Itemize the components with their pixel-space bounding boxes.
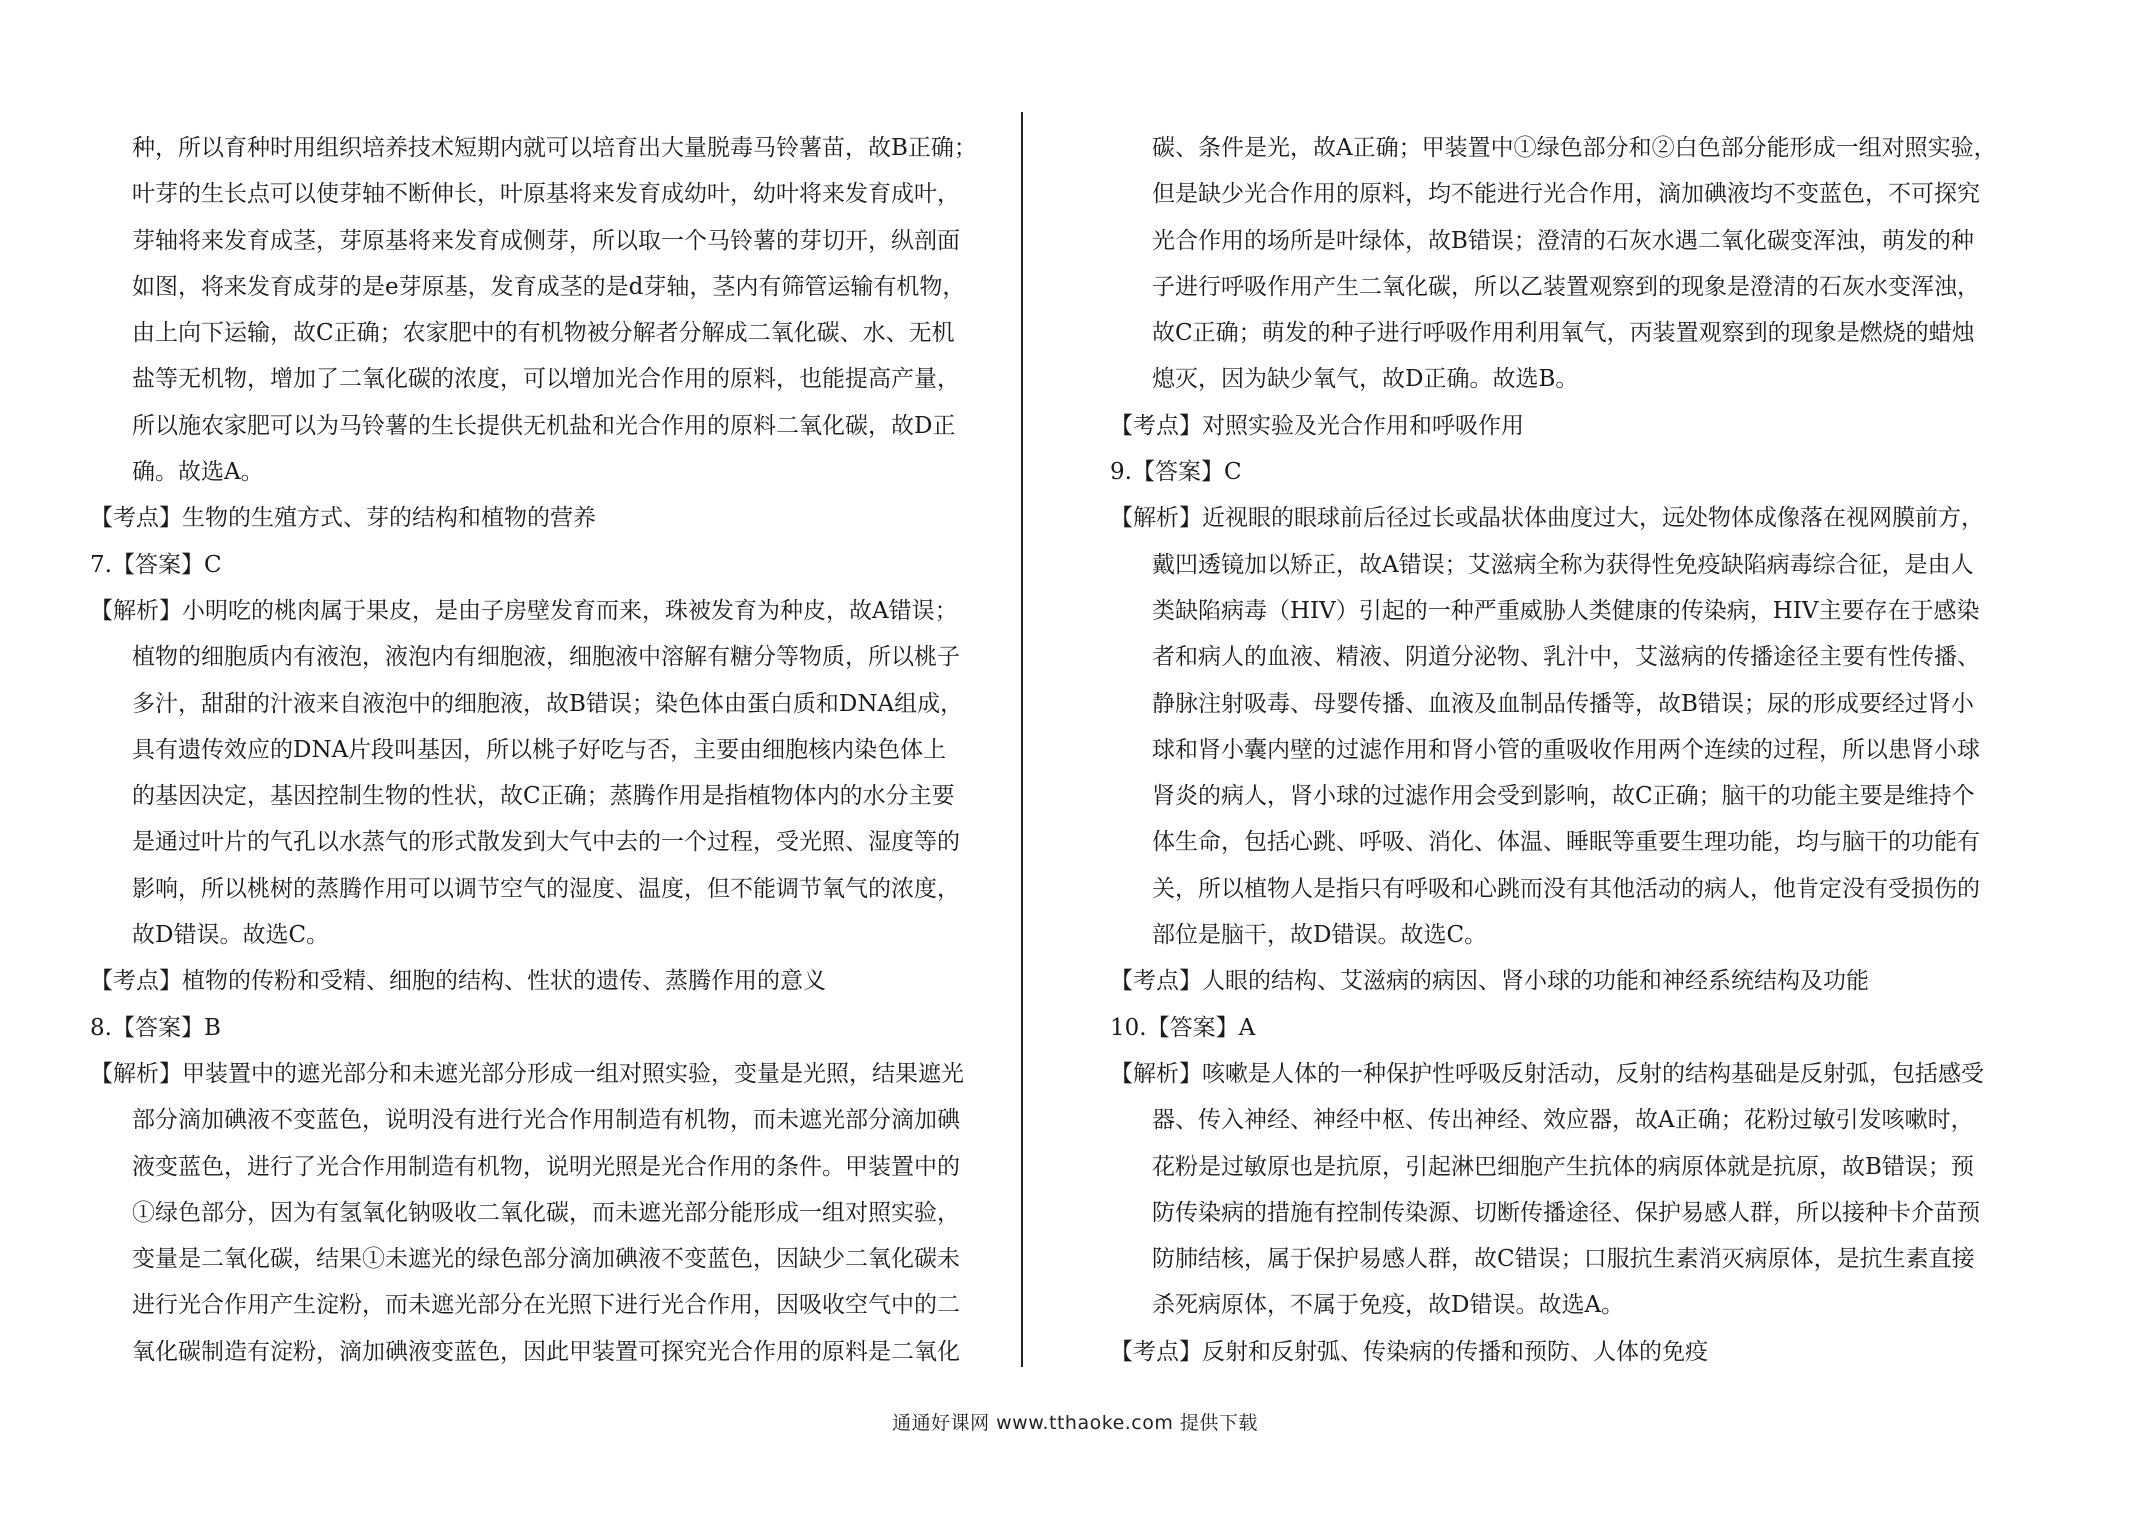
text-line: 具有遗传效应的DNA片段叫基因，所以桃子好吃与否，主要由细胞核内染色体上 <box>132 736 947 763</box>
text-line: ①绿色部分，因为有氢氧化钠吸收二氧化碳，而未遮光部分能形成一组对照实验， <box>132 1199 960 1226</box>
text-line: 叶芽的生长点可以使芽轴不断伸长，叶原基将来发育成幼叶，幼叶将来发育成叶， <box>132 181 960 208</box>
page-footer: 通通好课网 www.tthaoke.com 提供下载 <box>892 1412 1258 1434</box>
text-line: 花粉是过敏原也是抗原，引起淋巴细胞产生抗体的病原体就是抗原，故B错误；预 <box>1152 1153 1974 1180</box>
text-line: 的基因决定，基因控制生物的性状，故C正确；蒸腾作用是指植物体内的水分主要 <box>132 783 955 810</box>
text-line: 静脉注射吸毒、母婴传播、血液及血制品传播等，故B错误；尿的形成要经过肾小 <box>1152 690 1974 717</box>
text-line: 类缺陷病毒（HIV）引起的一种严重威胁人类健康的传染病，HIV主要存在于感染 <box>1152 597 1980 624</box>
text-line: 肾炎的病人，肾小球的过滤作用会受到影响，故C正确；脑干的功能主要是维持个 <box>1152 783 1975 810</box>
text-line: 但是缺少光合作用的原料，均不能进行光合作用，滴加碘液均不变蓝色，不可探究 <box>1152 181 1980 208</box>
text-line: 变量是二氧化碳，结果①未遮光的绿色部分滴加碘液不变蓝色，因缺少二氧化碳未 <box>132 1246 960 1273</box>
text-line: 【考点】对照实验及光合作用和呼吸作用 <box>1110 412 1524 439</box>
text-line: 【考点】生物的生殖方式、芽的结构和植物的营养 <box>90 505 596 532</box>
text-line: 关，所以植物人是指只有呼吸和心跳而没有其他活动的病人，他肯定没有受损伤的 <box>1152 875 1980 902</box>
text-line: 体生命，包括心跳、呼吸、消化、体温、睡眠等重要生理功能，均与脑干的功能有 <box>1152 829 1980 856</box>
text-line: 10.【答案】A <box>1110 1014 1256 1041</box>
text-line: 多汁，甜甜的汁液来自液泡中的细胞液，故B错误；染色体由蛋白质和DNA组成， <box>132 690 964 717</box>
text-line: 光合作用的场所是叶绿体，故B错误；澄清的石灰水遇二氧化碳变浑浊，萌发的种 <box>1152 227 1974 254</box>
right-column <box>1110 125 1997 1375</box>
left-column <box>90 125 977 1375</box>
text-line: 如图，将来发育成芽的是e芽原基，发育成茎的是d芽轴，茎内有筛管运输有机物， <box>132 273 966 300</box>
text-line: 碳、条件是光，故A正确；甲装置中①绿色部分和②白色部分能形成一组对照实验， <box>1152 135 1997 161</box>
text-line: 液变蓝色，进行了光合作用制造有机物，说明光照是光合作用的条件。甲装置中的 <box>132 1153 960 1180</box>
text-line: 9.【答案】C <box>1110 459 1242 486</box>
text-line: 部位是脑干，故D错误。故选C。 <box>1152 922 1488 949</box>
text-line: 由上向下运输，故C正确；农家肥中的有机物被分解者分解成二氧化碳、水、无机 <box>132 320 955 347</box>
text-line: 8.【答案】B <box>90 1014 221 1041</box>
column-divider <box>1021 112 1023 1367</box>
text-line: 【考点】人眼的结构、艾滋病的病因、肾小球的功能和神经系统结构及功能 <box>1110 968 1869 995</box>
text-line: 熄灭，因为缺少氧气，故D正确。故选B。 <box>1152 366 1579 393</box>
text-line: 是通过叶片的气孔以水蒸气的形式散发到大气中去的一个过程，受光照、湿度等的 <box>132 829 960 856</box>
text-line: 防传染病的措施有控制传染源、切断传播途径、保护易感人群，所以接种卡介苗预 <box>1152 1199 1980 1226</box>
text-line: 【解析】甲装置中的遮光部分和未遮光部分形成一组对照实验，变量是光照，结果遮光 <box>90 1060 964 1087</box>
text-line: 【考点】反射和反射弧、传染病的传播和预防、人体的免疫 <box>1110 1338 1708 1365</box>
text-line: 盐等无机物，增加了二氧化碳的浓度，可以增加光合作用的原料，也能提高产量， <box>132 366 960 393</box>
text-line: 芽轴将来发育成茎，芽原基将来发育成侧芽，所以取一个马铃薯的芽切开，纵剖面 <box>132 227 960 254</box>
text-line: 者和病人的血液、精液、阴道分泌物、乳汁中，艾滋病的传播途径主要有性传播、 <box>1152 644 1980 671</box>
text-line: 氧化碳制造有淀粉，滴加碘液变蓝色，因此甲装置可探究光合作用的原料是二氧化 <box>132 1338 960 1365</box>
text-line: 戴凹透镜加以矫正，故A错误；艾滋病全称为获得性免疫缺陷病毒综合征，是由人 <box>1152 551 1974 578</box>
text-line: 球和肾小囊内壁的过滤作用和肾小管的重吸收作用两个连续的过程，所以患肾小球 <box>1152 736 1980 763</box>
text-line: 影响，所以桃树的蒸腾作用可以调节空气的湿度、温度，但不能调节氧气的浓度， <box>132 875 960 902</box>
text-line: 种，所以育种时用组织培养技术短期内就可以培育出大量脱毒马铃薯苗，故B正确； <box>132 135 977 161</box>
text-line: 故C正确；萌发的种子进行呼吸作用利用氧气，丙装置观察到的现象是燃烧的蜡烛 <box>1152 320 1975 347</box>
text-line: 器、传入神经、神经中枢、传出神经、效应器，故A正确；花粉过敏引发咳嗽时， <box>1152 1107 1974 1134</box>
text-line: 植物的细胞质内有液泡，液泡内有细胞液，细胞液中溶解有糖分等物质，所以桃子 <box>132 644 960 671</box>
text-line: 防肺结核，属于保护易感人群，故C错误；口服抗生素消灭病原体，是抗生素直接 <box>1152 1246 1975 1273</box>
text-line: 确。故选A。 <box>132 459 264 486</box>
text-line: 【解析】咳嗽是人体的一种保护性呼吸反射活动，反射的结构基础是反射弧，包括感受 <box>1110 1060 1984 1087</box>
text-line: 部分滴加碘液不变蓝色，说明没有进行光合作用制造有机物，而未遮光部分滴加碘 <box>132 1107 960 1134</box>
text-line: 子进行呼吸作用产生二氧化碳，所以乙装置观察到的现象是澄清的石灰水变浑浊， <box>1152 273 1980 300</box>
text-line: 所以施农家肥可以为马铃薯的生长提供无机盐和光合作用的原料二氧化碳，故D正 <box>132 412 956 439</box>
text-line: 【解析】小明吃的桃肉属于果皮，是由子房壁发育而来，珠被发育为种皮，故A错误； <box>90 597 958 624</box>
text-line: 故D错误。故选C。 <box>132 922 330 949</box>
text-line: 【考点】植物的传粉和受精、细胞的结构、性状的遗传、蒸腾作用的意义 <box>90 968 826 995</box>
text-line: 7.【答案】C <box>90 551 222 578</box>
text-line: 杀死病原体，不属于免疫，故D错误。故选A。 <box>1152 1292 1625 1319</box>
text-line: 进行光合作用产生淀粉，而未遮光部分在光照下进行光合作用，因吸收空气中的二 <box>132 1292 960 1319</box>
text-line: 【解析】近视眼的眼球前后径过长或晶状体曲度过大，远处物体成像落在视网膜前方， <box>1110 505 1984 532</box>
